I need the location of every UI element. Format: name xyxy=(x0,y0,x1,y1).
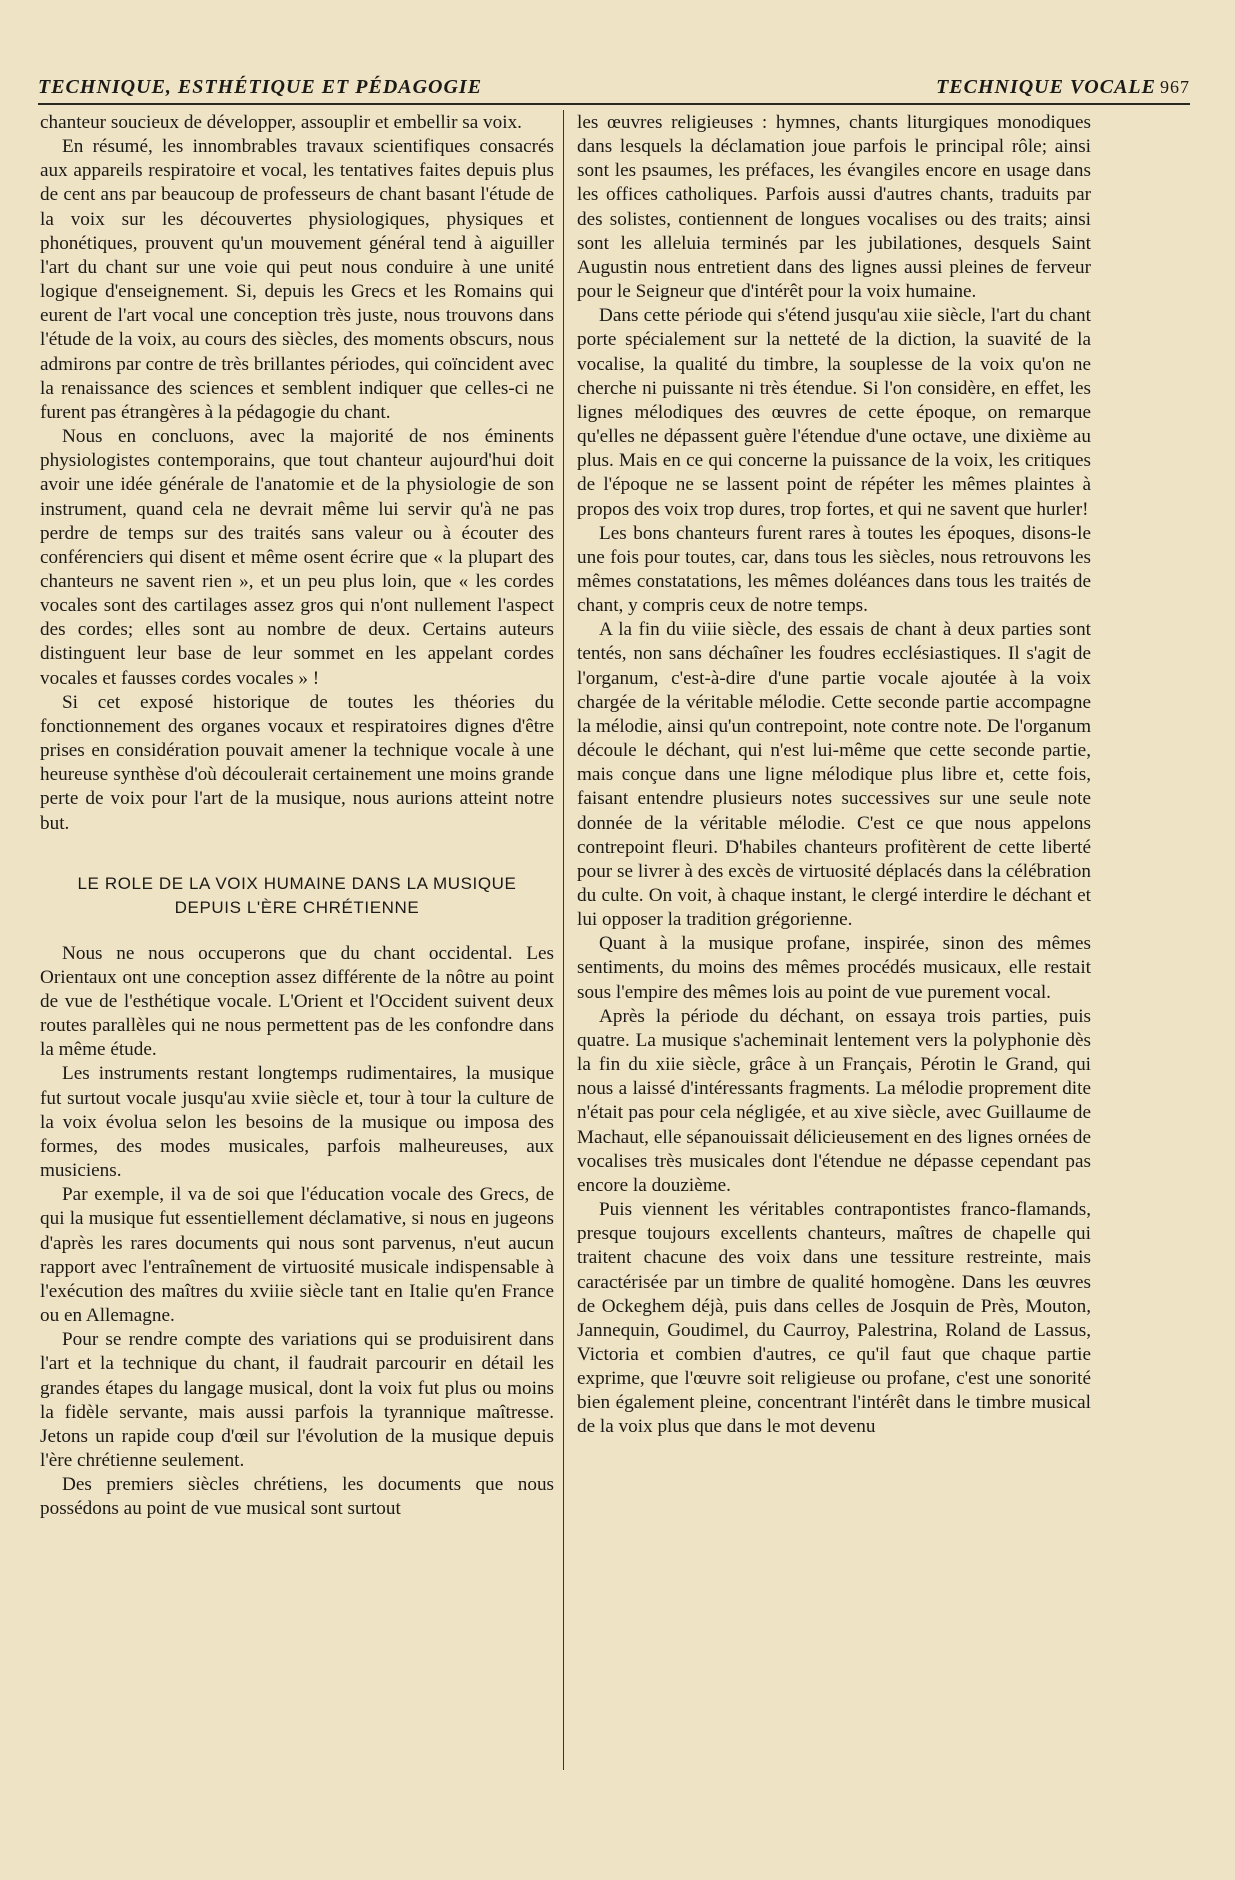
section-heading-line-2: DEPUIS L'ÈRE CHRÉTIENNE xyxy=(174,897,420,917)
header-rule xyxy=(38,103,1190,105)
paragraph: Quant à la musique profane, inspirée, sinon des mêmes sentiments, du moins des mêmes procédés musicaux, elle restait sous l'empire des mêmes lois au point de vue purement vocal. xyxy=(577,933,1091,1003)
left-column xyxy=(40,111,554,1521)
paragraph: Pour se rendre compte des variations qui se produisirent dans l'art et la technique du chant, il faudrait parcourir en détail les grandes étapes du langage musical, dont la voix fut plus ou moins la fidèle servante, mais aussi parfois la tyrannique maîtresse. Jetons un rapide coup d'œil sur l'évolution de la musique depuis l'ère chrétienne seulement. xyxy=(40,1329,554,1471)
right-column xyxy=(577,111,1091,1440)
paragraph: Des premiers siècles chrétiens, les documents que nous possédons au point de vue musical sont surtout xyxy=(40,1474,554,1520)
column-divider xyxy=(563,110,564,1770)
header-right-title: TECHNIQUE VOCALE xyxy=(936,76,1156,98)
paragraph: Dans cette période qui s'étend jusqu'au xiie siècle, l'art du chant porte spécialement sur la netteté de la diction, la suavité de la vocalise, la qualité du timbre, la souplesse de la voix qu'on ne cherche ni puissante ni très étendue. Si l'on considère, en effet, les lignes mélodiques des œuvres de cette époque, on remarque qu'elles ne dépassent guère l'étendue d'une octave, une dixième au plus. Mais en ce qui concerne la puissance de la voix, les critiques de l'époque ne se lassent point de répéter les mêmes plaintes à propos des voix trop dures, trop fortes, et qui ne savent que hurler! xyxy=(577,305,1091,520)
paragraph: En résumé, les innombrables travaux scientifiques consacrés aux appareils respiratoire et vocal, les tentatives faites depuis plus de cent ans par beaucoup de professeurs de chant basant l'étude de la voix sur les découvertes physiologiques, physiques et phonétiques, prouvent qu'un mouvement général tend à aiguiller l'art du chant sur une voie qui peut nous conduire à une unité logique d'enseignement. Si, depuis les Grecs et les Romains qui eurent de l'art vocal une conception très juste, nous trouvons dans l'étude de la voix, au cours des siècles, des moments obscurs, nous admirons par contre de très brillantes périodes, qui coïncident avec la renaissance des sciences et semblent indiquer que celles-ci ne furent pas étrangères à la pédagogie du chant. xyxy=(40,136,554,423)
paragraph: Par exemple, il va de soi que l'éducation vocale des Grecs, de qui la musique fut essentiellement déclamative, si nous en jugeons d'après les rares documents qui nous sont parvenus, n'eut aucun rapport avec l'entraînement de virtuosité musicale indispensable à l'exécution des maîtres du xviiie siècle tant en Italie qu'en France ou en Allemagne. xyxy=(40,1184,554,1327)
paragraph: Nous ne nous occuperons que du chant occidental. Les Orientaux ont une conception assez différente de la nôtre au point de vue de l'esthétique vocale. L'Orient et l'Occident suivent deux routes parallèles qui ne nous permettent pas de les confondre dans la même étude. xyxy=(40,942,554,1061)
page-number: 967 xyxy=(1160,77,1190,97)
section-heading xyxy=(40,872,554,920)
paragraph: les œuvres religieuses : hymnes, chants liturgiques monodiques dans lesquels la déclamation joue parfois le principal rôle; ainsi sont les psaumes, les préfaces, les évangiles encore en usage dans les offices catholiques. Parfois aussi d'autres chants, traduits par des solistes, contiennent de longues vocalises ou des traits; ainsi sont les alleluia terminés par les jubilationes, desquels Saint Augustin nous entretient dans des lignes aussi pleines de ferveur pour le Seigneur que d'intérêt pour la voix humaine. xyxy=(577,112,1091,303)
running-header xyxy=(38,74,1190,104)
section-heading-line-1: LE ROLE DE LA VOIX HUMAINE DANS LA MUSIQUE xyxy=(77,873,517,893)
paragraph: Si cet exposé historique de toutes les théories du fonctionnement des organes vocaux et respiratoires dignes d'être prises en considération pouvait amener la technique vocale à une heureuse synthèse d'où découlerait certainement une moins grande perte de voix pour l'art de la musique, nous aurions atteint notre but. xyxy=(40,691,554,834)
paragraph: Nous en concluons, avec la majorité de nos éminents physiologistes contemporains, que tout chanteur aujourd'hui doit avoir une idée générale de l'anatomie et de la physiologie de son instrument, quand cela ne devrait même lui servir qu'à ne pas perdre de temps sur des traités sans valeur ou à écouter des conférenciers qui disent et même osent écrire que « la plupart des chanteurs ne savent rien », et un peu plus loin, que « les cordes vocales sont des cartilages assez gros qui n'ont nullement l'aspect des cordes; elles sont au nombre de deux. Certains auteurs distinguent leur base de leur sommet en les appelant cordes vocales et fausses cordes vocales » ! xyxy=(40,426,554,689)
paragraph: Les bons chanteurs furent rares à toutes les époques, disons-le une fois pour toutes, car, dans tous les siècles, nous retrouvons les mêmes constatations, les mêmes doléances dans tous les traités de chant, y compris ceux de notre temps. xyxy=(577,522,1091,617)
paragraph: Après la période du déchant, on essaya trois parties, puis quatre. La musique s'acheminait lentement vers la polyphonie dès la fin du xiie siècle, grâce à un Français, Pérotin le Grand, qui nous a laissé d'intéressants fragments. La mélodie proprement dite n'était pas pour cela négligée, et au xive siècle, avec Guillaume de Machaut, elle sépanouissait délicieusement en des lignes ornées de vocalises très musicales dont l'étendue ne dépasse cependant pas encore la douzième. xyxy=(577,1005,1091,1196)
paragraph: Les instruments restant longtemps rudimentaires, la musique fut surtout vocale jusqu'au xviie siècle et, tour à tour la culture de la voix évolua selon les besoins de la musique ou imposa des formes, des modes musicales, parfois malheureuses, aux musiciens. xyxy=(40,1063,554,1182)
paragraph: chanteur soucieux de développer, assouplir et embellir sa voix. xyxy=(40,112,522,133)
header-left-title: TECHNIQUE, ESTHÉTIQUE ET PÉDAGOGIE xyxy=(38,76,483,98)
paragraph: Puis viennent les véritables contrapontistes franco-flamands, presque toujours excellents chanteurs, maîtres de chapelle qui traitent chacune des voix dans une tessiture restreinte, mais caractérisée par un timbre de qualité homogène. Dans les œuvres de Ockeghem déjà, puis dans celles de Josquin de Près, Mouton, Jannequin, Goudimel, du Caurroy, Palestrina, Roland de Lassus, Victoria et combien d'autres, ce qu'il faut que chaque partie exprime, que l'œuvre soit religieuse ou profane, c'est une sonorité bien également pleine, concentrant l'intérêt dans le timbre musical de la voix plus que dans le mot devenu xyxy=(577,1199,1091,1438)
paragraph: A la fin du viiie siècle, des essais de chant à deux parties sont tentés, non sans déchaîner les foudres ecclésiastiques. Il s'agit de l'organum, c'est-à-dire d'une partie vocale ajoutée à la voix chargée de la véritable mélodie. Cette seconde partie accompagne la mélodie, ainsi qu'un contrepoint, note contre note. De l'organum découle le déchant, qui n'est lui-même que cette seconde partie, mais conçue dans une ligne mélodique plus libre et, cette fois, faisant entendre plusieurs notes successives sur une seule note donnée de la véritable mélodie. C'est ce que nous appelons contrepoint fleuri. D'habiles chanteurs profitèrent de cette liberté pour se livrer à des excès de virtuosité déplacés dans la célébration du culte. On voit, à chaque instant, le clergé interdire le déchant et lui opposer la tradition grégorienne. xyxy=(577,619,1091,931)
